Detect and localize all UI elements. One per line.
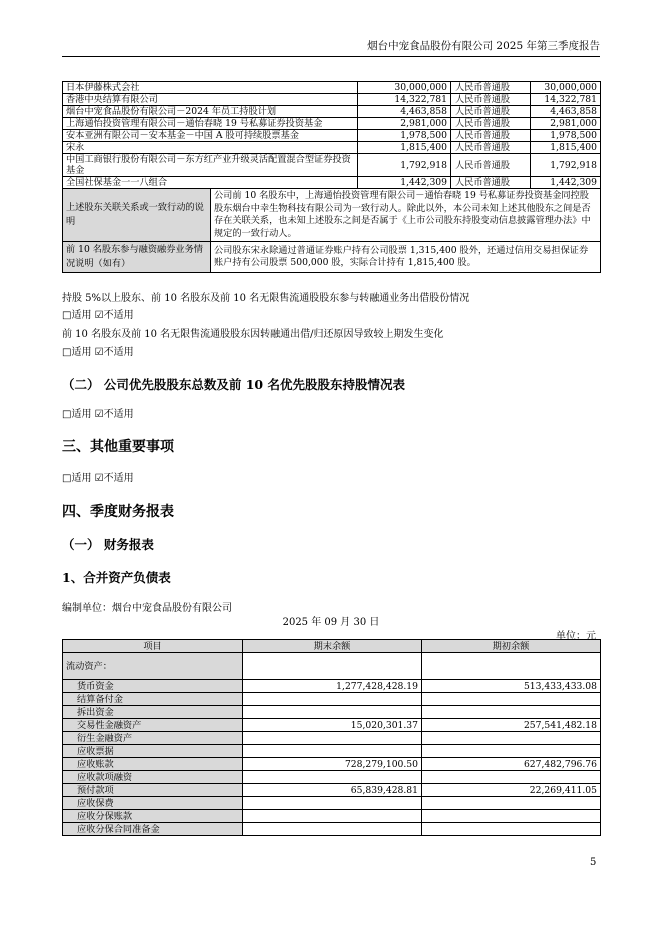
beginning-balance [422,797,601,810]
balance-sheet-row [63,810,601,823]
page-number: 5 [590,857,597,868]
line-item: 应收账款 [63,758,243,771]
section-row [63,653,601,680]
ending-balance: 15,020,301.37 [243,719,422,732]
balance-sheet-row [63,706,601,719]
line-item: 应收分保账款 [63,810,243,823]
applicability-option [62,405,134,420]
shareholder-row [63,130,601,142]
balance-sheet-row [63,758,601,771]
share-count: 14,322,781 [531,94,601,106]
share-type: 人民币普通股 [451,154,531,177]
line-item: 衍生金融资产 [63,732,243,745]
share-type: 人民币普通股 [451,82,531,94]
balance-sheet-row [63,680,601,693]
line-item: 应收分保合同准备金 [63,823,243,836]
line-item: 拆出资金 [63,706,243,719]
balance-sheet-row [63,823,601,836]
ending-balance [243,745,422,758]
note-label: 前 10 名股东参与融资融券业务情况说明（如有） [63,242,211,273]
share-type: 人民币普通股 [451,94,531,106]
balance-sheet-table [62,639,601,836]
line-item: 应收款项融资 [63,771,243,784]
share-count: 2,981,000 [531,118,601,130]
beginning-balance [422,810,601,823]
shares-held: 1,978,500 [358,130,451,142]
ending-balance [243,732,422,745]
share-type: 人民币普通股 [451,118,531,130]
balance-sheet-heading: 1、合并资产负债表 [62,570,171,585]
shareholder-name: 全国社保基金一一八组合 [63,177,358,189]
shareholder-row [63,106,601,118]
beginning-balance [422,771,601,784]
report-date: 2025 年 09 月 30 日 [282,617,380,628]
beginning-balance: 513,433,433.08 [422,680,601,693]
page-header: 烟台中宠食品股份有限公司 2025 年第三季度报告 [367,40,600,52]
share-count: 1,442,309 [531,177,601,189]
balance-sheet-header-row [63,640,601,653]
note-text: 公司股东宋永除通过普通证券账户持有公司股票 1,315,400 股外，还通过信用交易担保证券账户持有公司股票 500,000 股，实际合计持有 1,815,400 股。 [211,242,601,273]
applicable-checkbox: □适用 [62,473,92,484]
line-item: 交易性金融资产 [63,719,243,732]
line-item: 货币资金 [63,680,243,693]
ending-balance [243,693,422,706]
not-applicable-checkbox: ☑不适用 [94,473,134,484]
header-divider [62,56,600,57]
line-item: 预付款项 [63,784,243,797]
ending-balance: 728,279,100.50 [243,758,422,771]
share-type: 人民币普通股 [451,106,531,118]
ending-balance [243,823,422,836]
applicable-checkbox: □适用 [62,310,92,321]
share-count: 30,000,000 [531,82,601,94]
shares-held: 1,442,309 [358,177,451,189]
shares-held: 1,815,400 [358,142,451,154]
beginning-balance [422,745,601,758]
not-applicable-checkbox: ☑不适用 [94,310,134,321]
beginning-balance [422,732,601,745]
lending-paragraph: 持股 5%以上股东、前 10 名股东及前 10 名无限售流通股股东参与转融通业务出借股份情况 [62,293,470,304]
note-label: 上述股东关联关系或一致行动的说明 [63,189,211,242]
share-count: 1,815,400 [531,142,601,154]
balance-sheet-row [63,719,601,732]
shareholder-row [63,177,601,189]
applicable-checkbox: □适用 [62,409,92,420]
preparer: 编制单位：烟台中宠食品股份有限公司 [62,603,232,614]
share-type: 人民币普通股 [451,142,531,154]
column-header: 期末余额 [243,640,422,653]
beginning-balance [422,706,601,719]
shareholder-name: 日本伊藤株式会社 [63,82,358,94]
shareholder-row [63,154,601,177]
beginning-balance [422,823,601,836]
shareholder-name: 香港中央结算有限公司 [63,94,358,106]
beginning-balance [422,693,601,706]
applicability-option [62,469,134,484]
not-applicable-checkbox: ☑不适用 [94,347,134,358]
line-item: 结算备付金 [63,693,243,706]
share-type: 人民币普通股 [451,177,531,189]
line-item: 应收票据 [63,745,243,758]
ending-balance [243,810,422,823]
balance-sheet-row [63,784,601,797]
financial-statements-heading: （一） 财务报表 [62,537,154,552]
shareholder-name: 烟台中宠食品股份有限公司－2024 年员工持股计划 [63,106,358,118]
shareholder-row [63,118,601,130]
shareholder-name: 安本亚洲有限公司－安本基金－中国 A 股可持续股票基金 [63,130,358,142]
section-3-heading: 三、其他重要事项 [62,439,174,455]
shareholder-notes-table [62,188,601,273]
shares-held: 30,000,000 [358,82,451,94]
currency-unit: 单位：元 [556,631,596,642]
shareholder-row [63,142,601,154]
shareholder-row [63,82,601,94]
shareholder-name: 上海通怡投资管理有限公司－通怡春晓 19 号私募证券投资基金 [63,118,358,130]
ending-balance [243,771,422,784]
share-count: 4,463,858 [531,106,601,118]
ending-balance: 1,277,428,428.19 [243,680,422,693]
not-applicable-checkbox: ☑不适用 [94,409,134,420]
share-count: 1,978,500 [531,130,601,142]
column-header: 期初余额 [422,640,601,653]
beginning-balance: 627,482,796.76 [422,758,601,771]
shares-held: 4,463,858 [358,106,451,118]
ending-balance [243,706,422,719]
section-label: 流动资产： [63,653,243,680]
note-row [63,242,601,273]
shareholder-row [63,94,601,106]
line-item: 应收保费 [63,797,243,810]
section-4-heading: 四、季度财务报表 [62,504,174,520]
ending-balance: 65,839,428.81 [243,784,422,797]
shares-held: 1,792,918 [358,154,451,177]
shareholder-name: 宋永 [63,142,358,154]
shares-held: 14,322,781 [358,94,451,106]
share-count: 1,792,918 [531,154,601,177]
balance-sheet-row [63,693,601,706]
beginning-balance: 22,269,411.05 [422,784,601,797]
note-text: 公司前 10 名股东中，上海通怡投资管理有限公司－通怡春晓 19 号私募证券投资基金同控股股东烟台中幸生物科技有限公司为一致行动人。除此以外，本公司未知上述其他股东之间是否存在关联关系，也未知上述股东之间是否属于《上市公司股东持股变动信息披露管理办法》中规定的一致行动人。 [211,189,601,242]
balance-sheet-row [63,797,601,810]
balance-sheet-row [63,771,601,784]
preferred-shareholders-heading: （二） 公司优先股股东总数及前 10 名优先股股东持股情况表 [62,377,405,392]
shareholder-table [62,81,601,189]
applicability-option [62,343,134,358]
balance-sheet-row [63,732,601,745]
shares-held: 2,981,000 [358,118,451,130]
applicability-option [62,306,134,321]
ending-balance [243,797,422,810]
applicable-checkbox: □适用 [62,347,92,358]
shareholder-name: 中国工商银行股份有限公司－东方红产业升级灵活配置混合型证券投资基金 [63,154,358,177]
share-type: 人民币普通股 [451,130,531,142]
column-header: 项目 [63,640,243,653]
beginning-balance: 257,541,482.18 [422,719,601,732]
change-paragraph: 前 10 名股东及前 10 名无限售流通股股东因转融通出借/归还原因导致较上期发生变化 [62,329,444,340]
balance-sheet-row [63,745,601,758]
note-row [63,189,601,242]
